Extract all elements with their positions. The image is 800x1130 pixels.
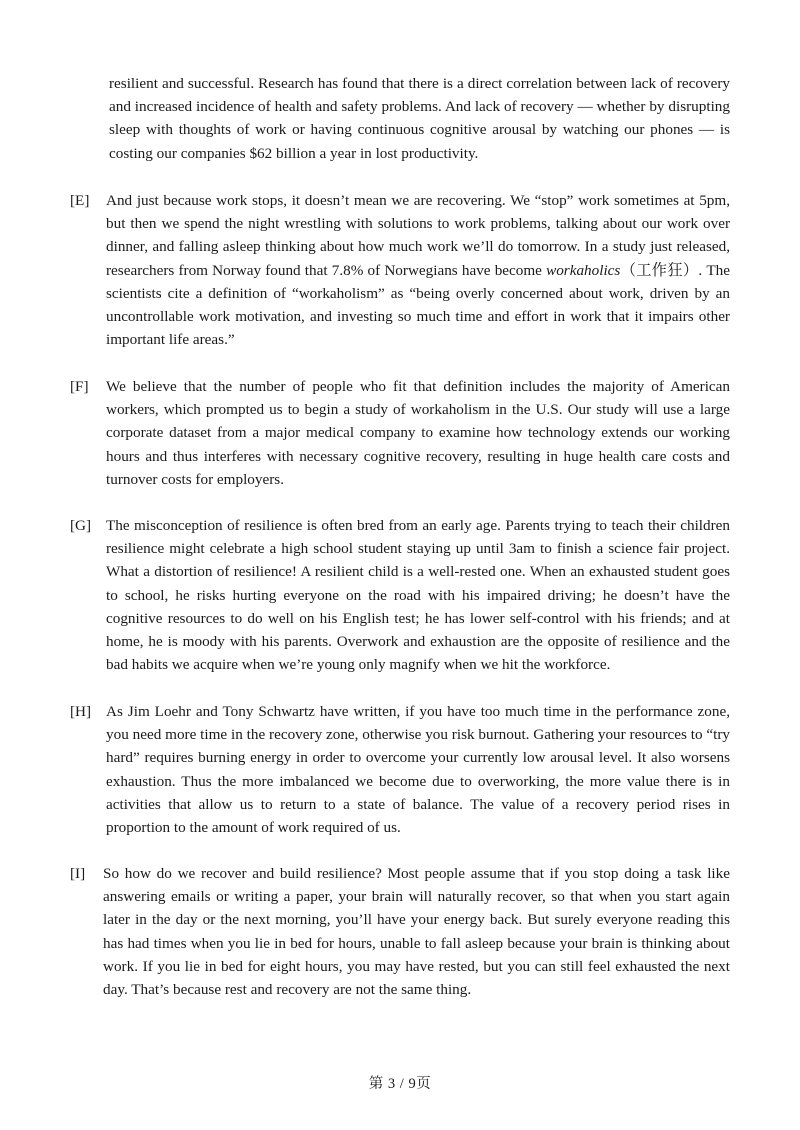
paragraph-label: [H] [70, 703, 92, 720]
paragraph-text-after: （工作狂）. The scientists cite a definition of “workaholism” as “being overly concerned about work, driven by an uncontrollable work motivation, and investing so much time and effort in work that it impairs other important life areas.” [106, 261, 730, 349]
paragraph-label: [E] [70, 192, 90, 209]
term-workaholics: workaholics [546, 261, 621, 279]
paragraph-text: So how do we recover and build resilience? Most people assume that if you stop doing a task like answering emails or writing a paper, your brain will naturally recover, so that when you start again later in the day or the next morning, you’ll have your energy back. But surely everyone reading this has had times when you lie in bed for hours, unable to fall asleep because your brain is thinking about work. If you lie in bed for eight hours, you may have rested, but you can still feel exhausted the next day. That’s because rest and recovery are not the same thing. [103, 865, 730, 999]
paragraph-e [70, 189, 730, 351]
paragraph-text: As Jim Loehr and Tony Schwartz have written, if you have too much time in the performance zone, you need more time in the recovery zone, otherwise you risk burnout. Gathering your resources to “try hard” requires burning energy in order to overcome your currently low arousal level. It also worsens exhaustion. Thus the more imbalanced we become due to overworking, the more value there is in activities that allow us to return to a state of balance. The value of a recovery period rises in proportion to the amount of work required of us. [106, 703, 730, 837]
paragraph-label: [F] [70, 378, 89, 395]
paragraph-label: [I] [70, 865, 86, 882]
paragraph-continuation [109, 72, 730, 165]
paragraph-text-before: And just because work stops, it doesn’t mean we are recovering. We “stop” work sometimes at 5pm, but then we spend the night wrestling with solutions to work problems, talking about our work over dinner, and falling asleep thinking about how much work we’ll do tomorrow. In a study just released, researchers from Norway found that 7.8% of Norwegians have become [106, 192, 730, 279]
paragraph-text: We believe that the number of people who fit that definition includes the majority of American workers, which prompted us to begin a study of workaholism in the U.S. Our study will use a large corporate dataset from a major medical company to examine how technology extends our working hours and thus interferes with necessary cognitive recovery, resulting in huge health care costs and turnover costs for employers. [106, 378, 730, 488]
paragraph-text [106, 189, 730, 351]
paragraph-text: The misconception of resilience is often bred from an early age. Parents trying to teach their children resilience might celebrate a high school student staying up until 3am to finish a science fair project. What a distortion of resilience! A resilient child is a well-rested one. When an exhausted student goes to school, he risks hurting everyone on the road with his impaired driving; he doesn’t have the cognitive resources to do well on his English test; he has lower self-control with his friends; and at home, he is moody with his parents. Overwork and exhaustion are the opposite of resilience and the bad habits we acquire when we’re young only magnify when we hit the workforce. [106, 517, 730, 674]
paragraph-text: resilient and successful. Research has found that there is a direct correlation between lack of recovery and increased incidence of health and safety problems. And lack of recovery — whether by disrupting sleep with thoughts of work or having continuous cognitive arousal by watching our phones — is costing our companies $62 billion a year in lost productivity. [109, 75, 730, 162]
paragraph-f [70, 375, 730, 491]
paragraph-h [70, 700, 730, 839]
paragraph-label: [G] [70, 517, 92, 534]
paragraph-g [70, 514, 730, 676]
paragraph-i [70, 862, 730, 1001]
page-number: 第 3 / 9页 [368, 1076, 432, 1092]
